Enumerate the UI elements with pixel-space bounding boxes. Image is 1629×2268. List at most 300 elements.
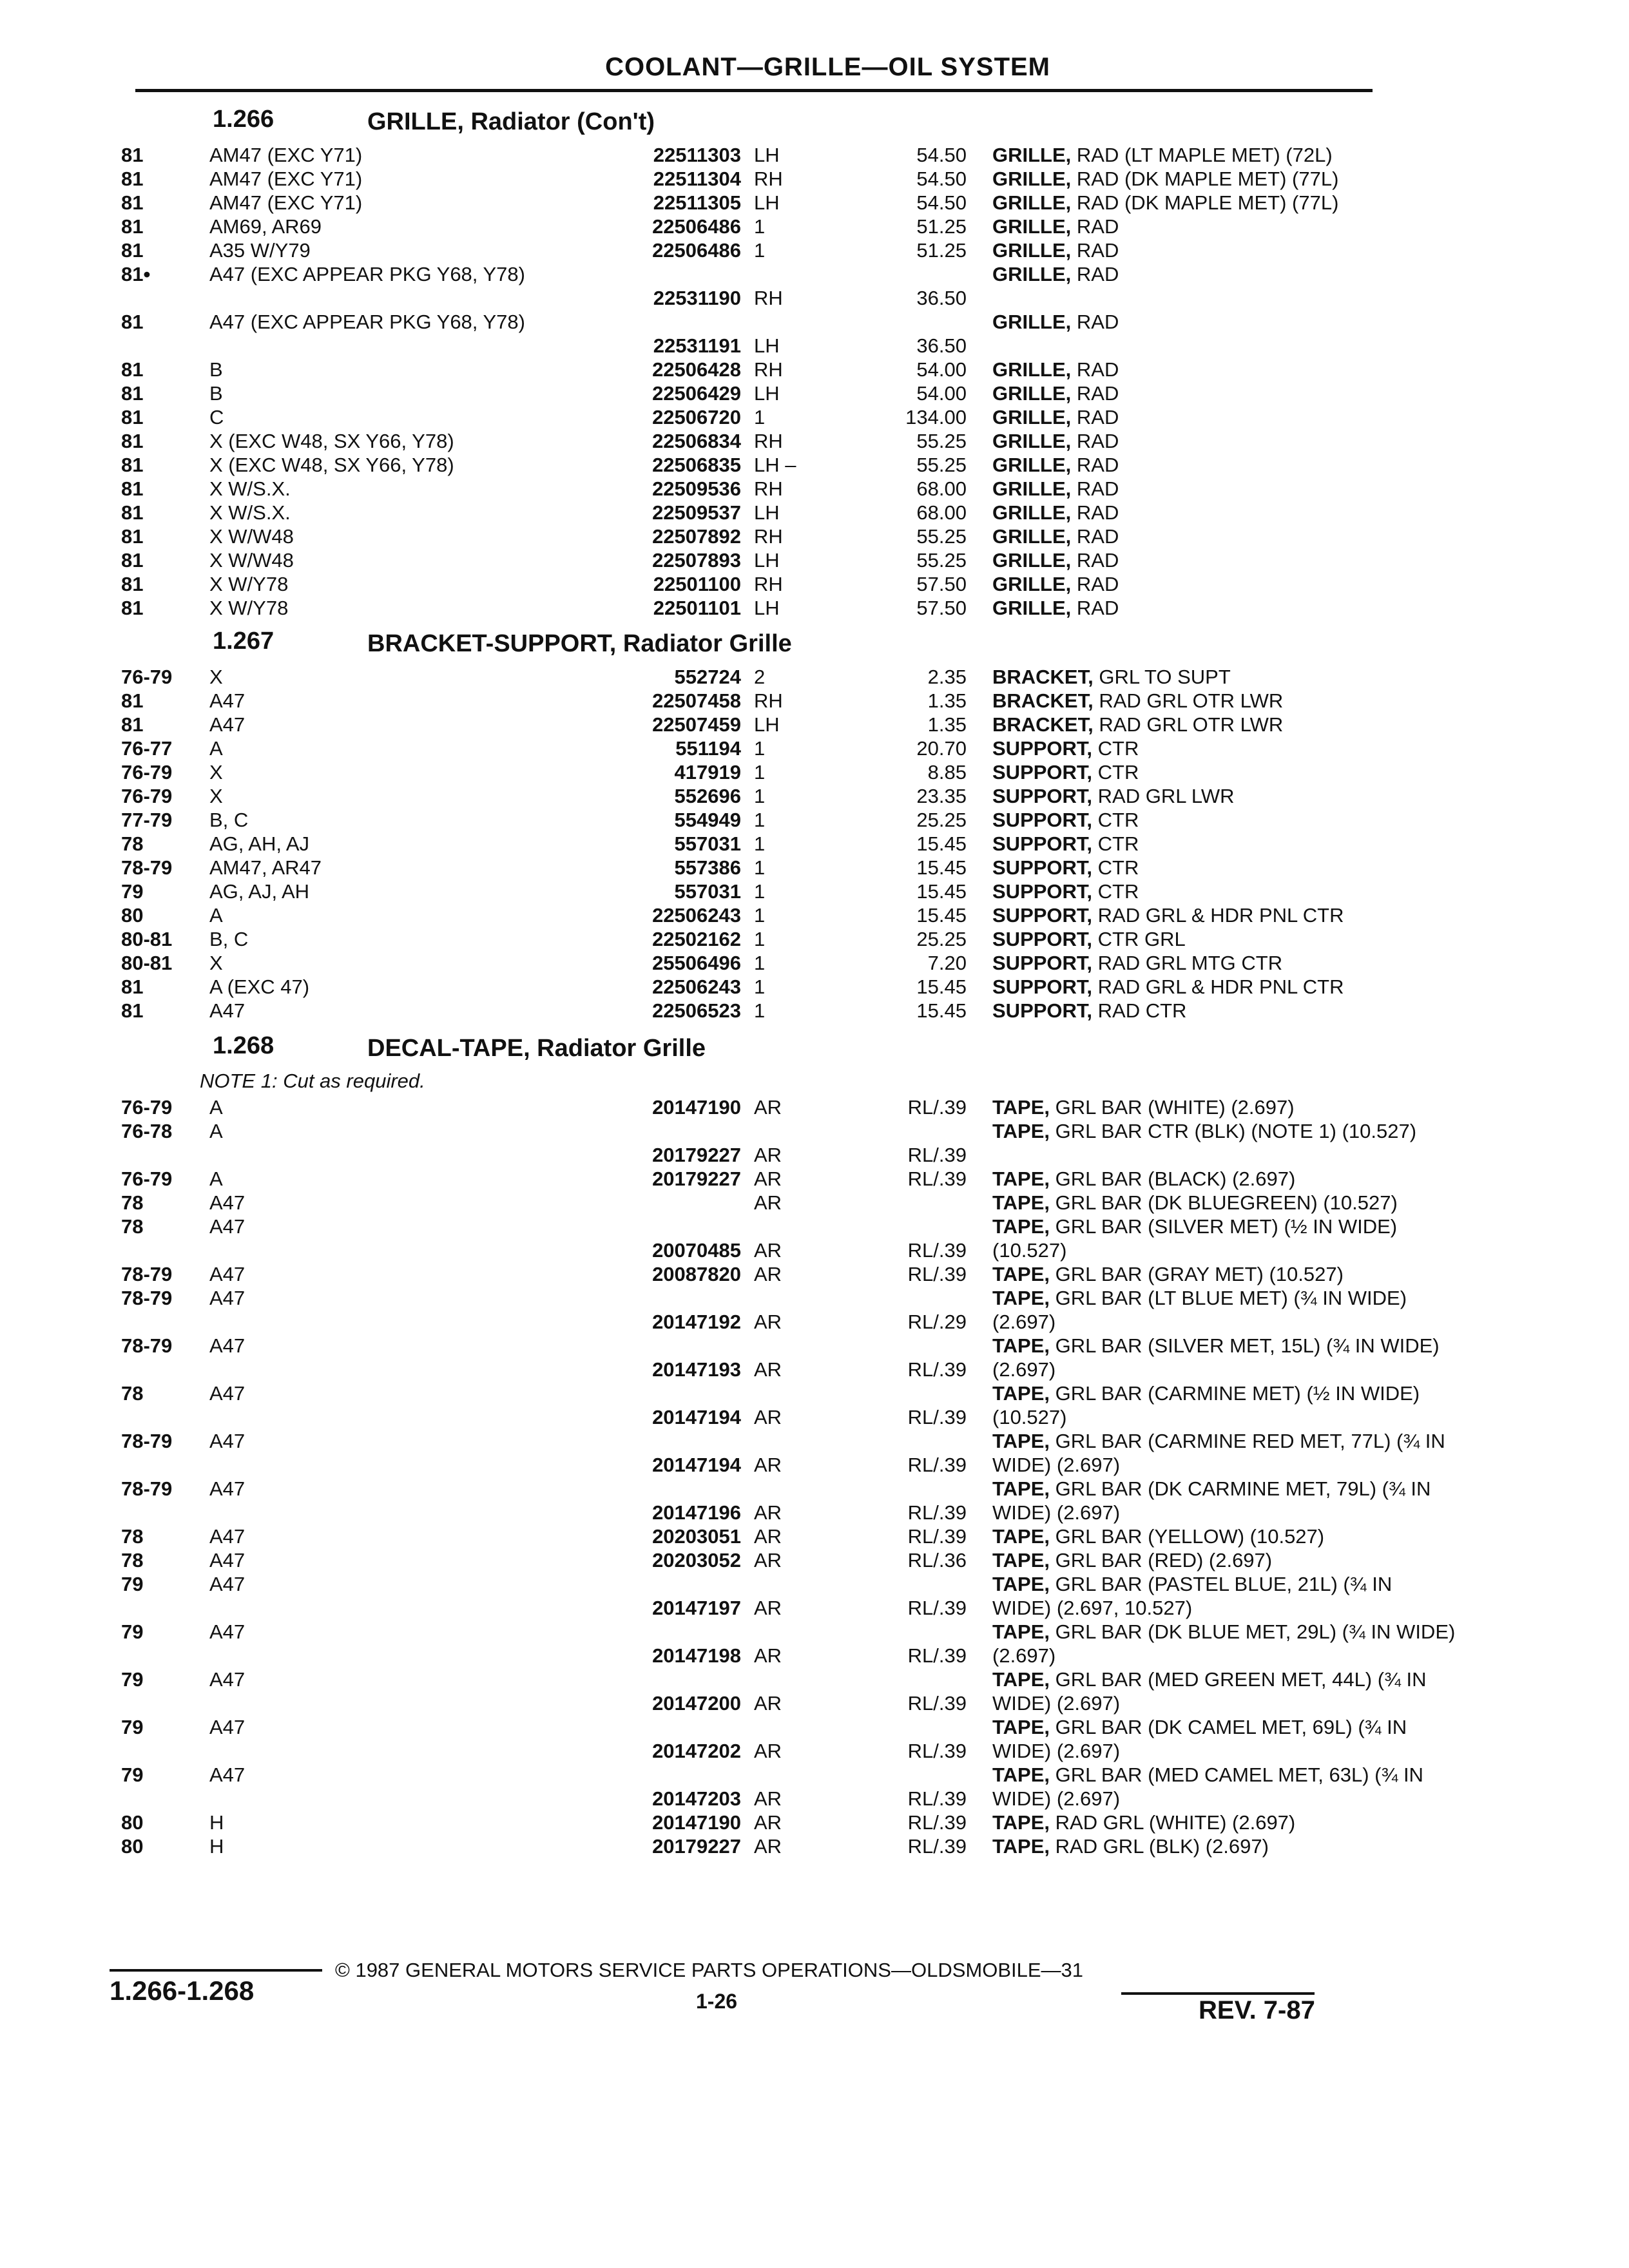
- description-keyword: TAPE,: [992, 1382, 1050, 1405]
- price: RL/.39: [907, 1787, 967, 1810]
- description-text: GRL BAR (WHITE) (2.697): [1055, 1096, 1295, 1119]
- model-code: A: [209, 1168, 223, 1190]
- quantity: AR: [754, 1168, 782, 1190]
- model-code: X W/S.X.: [209, 477, 291, 500]
- table-row: [110, 524, 1373, 548]
- quantity: LH: [754, 501, 780, 524]
- description: [992, 1620, 1456, 1667]
- model-code: B, C: [209, 809, 249, 831]
- table-row: [110, 1381, 1420, 1429]
- price: RL/.39: [907, 1144, 967, 1166]
- table-row: [110, 832, 1373, 856]
- part-number: 22509536: [652, 477, 741, 500]
- description-keyword: TAPE,: [992, 1525, 1050, 1548]
- price: 51.25: [916, 215, 967, 238]
- model-code: A47: [209, 1191, 246, 1214]
- model-code: B: [209, 358, 223, 381]
- description-keyword: GRILLE,: [992, 430, 1072, 452]
- description-keyword: SUPPORT,: [992, 952, 1093, 974]
- table-row: [110, 1763, 1423, 1811]
- table-row: [110, 167, 1373, 191]
- model-year: 79: [121, 1620, 144, 1643]
- price: RL/.39: [907, 1168, 967, 1190]
- description-text: RAD GRL (BLK) (2.697): [1055, 1835, 1269, 1858]
- section-heading: [110, 103, 1373, 143]
- description-text: RAD: [1076, 597, 1119, 619]
- description-keyword: BRACKET,: [992, 713, 1094, 736]
- model-year: 81: [121, 549, 144, 572]
- model-code: X (EXC W48, SX Y66, Y78): [209, 430, 454, 452]
- part-number: 22506428: [652, 358, 741, 381]
- description: [992, 548, 1456, 572]
- model-year: 81: [121, 477, 144, 500]
- part-number: 20147190: [652, 1811, 741, 1834]
- description-text: CTR: [1097, 761, 1139, 783]
- description-text: RAD: [1076, 573, 1119, 595]
- description-text: CTR: [1097, 809, 1139, 831]
- table-row: [110, 453, 1373, 477]
- table-row: [110, 215, 1373, 238]
- model-code: X W/S.X.: [209, 501, 291, 524]
- quantity: AR: [754, 1096, 782, 1119]
- model-year: 78-79: [121, 1334, 173, 1357]
- quantity: AR: [754, 1239, 782, 1262]
- section-title: GRILLE, Radiator (Con't): [367, 108, 655, 135]
- section-1-266: [110, 103, 1373, 620]
- model-year: 76-79: [121, 761, 173, 783]
- description-text: GRL BAR (CARMINE RED MET, 77L) (¾ IN WIDE) (2.697): [992, 1430, 1445, 1476]
- price: RL/.39: [907, 1263, 967, 1285]
- description: [992, 143, 1456, 167]
- part-number: 22507458: [652, 689, 741, 712]
- description: [992, 1715, 1456, 1763]
- page-header: [135, 53, 1373, 91]
- model-code: A (EXC 47): [209, 975, 310, 998]
- price: 68.00: [916, 501, 967, 524]
- description: [992, 999, 1456, 1023]
- model-year: 78-79: [121, 1430, 173, 1452]
- description-text: GRL BAR (YELLOW) (10.527): [1055, 1525, 1325, 1548]
- description-keyword: TAPE,: [992, 1334, 1050, 1357]
- page-number: 1-26: [696, 1990, 738, 2013]
- quantity: 1: [754, 975, 766, 998]
- description-text: GRL BAR CTR (BLK) (NOTE 1) (10.527): [1055, 1120, 1417, 1142]
- model-year: 80: [121, 904, 144, 927]
- description: [992, 191, 1456, 215]
- description-text: RAD: [1076, 525, 1119, 548]
- description-text: RAD (DK MAPLE MET) (77L): [1076, 191, 1339, 214]
- description-keyword: TAPE,: [992, 1620, 1050, 1643]
- description: [992, 808, 1456, 832]
- part-number: 552696: [674, 785, 741, 807]
- section-1-267: [110, 625, 1373, 1023]
- model-code: A47: [209, 1430, 246, 1452]
- quantity: 1: [754, 737, 766, 760]
- description-text: RAD (DK MAPLE MET) (77L): [1076, 168, 1339, 190]
- table-row: [110, 310, 1373, 358]
- table-row: [110, 808, 1373, 832]
- description-text: RAD GRL LWR: [1097, 785, 1235, 807]
- model-year: 81: [121, 525, 144, 548]
- part-number: 22501101: [653, 597, 741, 619]
- price: RL/.39: [907, 1358, 967, 1381]
- price: 36.50: [916, 287, 967, 309]
- description-keyword: SUPPORT,: [992, 975, 1093, 998]
- price: 15.45: [916, 832, 967, 855]
- page-footer: [110, 1959, 1373, 2036]
- description: [992, 1167, 1456, 1191]
- description: [992, 951, 1456, 975]
- description-keyword: TAPE,: [992, 1477, 1050, 1500]
- quantity: AR: [754, 1358, 782, 1381]
- table-row: [110, 1477, 1431, 1524]
- part-number: 20179227: [652, 1168, 741, 1190]
- description-keyword: GRILLE,: [992, 263, 1072, 285]
- table-row: [110, 238, 1373, 262]
- description-keyword: TAPE,: [992, 1120, 1050, 1142]
- price: 57.50: [916, 573, 967, 595]
- description: [992, 713, 1456, 736]
- description-keyword: TAPE,: [992, 1287, 1050, 1309]
- price: 15.45: [916, 999, 967, 1022]
- table-row: [110, 358, 1373, 381]
- part-number: 20147194: [652, 1406, 741, 1428]
- description-text: CTR: [1097, 880, 1139, 903]
- description: [992, 524, 1456, 548]
- price: 36.50: [916, 334, 967, 357]
- model-code: A47: [209, 1215, 246, 1238]
- model-year: 81: [121, 239, 144, 262]
- price: 57.50: [916, 597, 967, 619]
- description-text: RAD GRL OTR LWR: [1099, 689, 1284, 712]
- part-number: 22506523: [652, 999, 741, 1022]
- model-code: X: [209, 952, 223, 974]
- section-number: 1.267: [213, 628, 275, 655]
- model-code: A47: [209, 1334, 246, 1357]
- description-text: RAD: [1076, 549, 1119, 572]
- quantity: AR: [754, 1406, 782, 1428]
- table-row: [110, 1548, 1373, 1572]
- description-keyword: SUPPORT,: [992, 761, 1093, 783]
- model-year: 81: [121, 406, 144, 428]
- table-row: [110, 477, 1373, 501]
- model-code: AG, AJ, AH: [209, 880, 310, 903]
- table-row: [110, 548, 1373, 572]
- model-code: A47: [209, 1549, 246, 1571]
- price: RL/.39: [907, 1501, 967, 1524]
- description-text: CTR: [1097, 832, 1139, 855]
- quantity: LH: [754, 144, 780, 166]
- description: [992, 1381, 1456, 1429]
- quantity: RH: [754, 573, 783, 595]
- quantity: AR: [754, 1454, 782, 1476]
- part-number: 20179227: [652, 1144, 741, 1166]
- part-number: 22531190: [653, 287, 741, 309]
- model-code: A47: [209, 999, 246, 1022]
- model-year: 81: [121, 311, 144, 333]
- description: [992, 736, 1456, 760]
- quantity: 1: [754, 406, 766, 428]
- description-keyword: BRACKET,: [992, 689, 1094, 712]
- description: [992, 1763, 1456, 1811]
- description-text: GRL BAR (GRAY MET) (10.527): [1055, 1263, 1344, 1285]
- part-number: 20147193: [652, 1358, 741, 1381]
- model-year: 81•: [121, 263, 151, 285]
- quantity: 1: [754, 832, 766, 855]
- description-keyword: TAPE,: [992, 1096, 1050, 1119]
- section-number: 1.266: [213, 106, 275, 133]
- table-row: [110, 1215, 1398, 1262]
- description-text: GRL BAR (SILVER MET, 15L) (¾ IN WIDE) (2.697): [992, 1334, 1440, 1381]
- description-keyword: GRILLE,: [992, 191, 1072, 214]
- price: 20.70: [916, 737, 967, 760]
- model-code: A47 (EXC APPEAR PKG Y68, Y78): [209, 263, 525, 285]
- table-row: [110, 1811, 1373, 1834]
- description: [992, 167, 1456, 191]
- description: [992, 903, 1456, 927]
- part-number: 552724: [674, 666, 741, 688]
- description-keyword: SUPPORT,: [992, 737, 1093, 760]
- table-row: [110, 784, 1373, 808]
- model-code: AM69, AR69: [209, 215, 322, 238]
- description-keyword: SUPPORT,: [992, 856, 1093, 879]
- table-row: [110, 879, 1373, 903]
- parts-table: [110, 665, 1373, 1023]
- quantity: 1: [754, 239, 766, 262]
- model-year: 81: [121, 215, 144, 238]
- quantity: 1: [754, 215, 766, 238]
- quantity: AR: [754, 1787, 782, 1810]
- quantity: LH –: [754, 454, 796, 476]
- quantity: LH: [754, 549, 780, 572]
- description-keyword: SUPPORT,: [992, 832, 1093, 855]
- part-number: 22511304: [653, 168, 741, 190]
- description: [992, 1119, 1456, 1143]
- description: [992, 1262, 1456, 1286]
- description-keyword: TAPE,: [992, 1668, 1050, 1691]
- model-code: X (EXC W48, SX Y66, Y78): [209, 454, 454, 476]
- quantity: 1: [754, 880, 766, 903]
- quantity: 1: [754, 856, 766, 879]
- description-keyword: GRILLE,: [992, 501, 1072, 524]
- table-row: [110, 1191, 1398, 1215]
- section-number: 1.268: [213, 1032, 275, 1059]
- model-year: 76-79: [121, 785, 173, 807]
- description-text: GRL BAR (SILVER MET) (½ IN WIDE) (10.527): [992, 1215, 1398, 1262]
- section-1-268: [110, 1030, 1456, 1858]
- description: [992, 927, 1456, 951]
- description-text: RAD GRL & HDR PNL CTR: [1097, 904, 1344, 927]
- description: [992, 784, 1456, 808]
- table-row: [110, 903, 1373, 927]
- price: 55.25: [916, 525, 967, 548]
- part-number: 20070485: [652, 1239, 741, 1262]
- description-text: GRL BAR (DK CAMEL MET, 69L) (¾ IN WIDE) (2.697): [992, 1716, 1407, 1762]
- description-keyword: GRILLE,: [992, 597, 1072, 619]
- table-row: [110, 999, 1373, 1023]
- description-keyword: GRILLE,: [992, 311, 1072, 333]
- description: [992, 238, 1456, 262]
- description: [992, 1334, 1456, 1381]
- description: [992, 262, 1456, 286]
- quantity: AR: [754, 1263, 782, 1285]
- description-keyword: GRILLE,: [992, 144, 1072, 166]
- description-keyword: TAPE,: [992, 1191, 1050, 1214]
- part-number: 557031: [674, 880, 741, 903]
- description: [992, 1548, 1456, 1572]
- table-row: [110, 1667, 1427, 1715]
- model-code: AM47, AR47: [209, 856, 322, 879]
- quantity: 2: [754, 666, 766, 688]
- table-row: [110, 429, 1373, 453]
- quantity: AR: [754, 1597, 782, 1619]
- model-year: 76-79: [121, 1096, 173, 1119]
- table-row: [110, 1572, 1393, 1620]
- model-code: X: [209, 761, 223, 783]
- model-code: AM47 (EXC Y71): [209, 168, 363, 190]
- model-year: 81: [121, 713, 144, 736]
- model-year: 81: [121, 358, 144, 381]
- quantity: 1: [754, 809, 766, 831]
- model-code: X W/Y78: [209, 597, 289, 619]
- part-number: 20203052: [652, 1549, 741, 1571]
- model-code: C: [209, 406, 224, 428]
- price: 15.45: [916, 856, 967, 879]
- part-number: 22507892: [652, 525, 741, 548]
- footer-rule: [1121, 1992, 1315, 1995]
- model-year: 81: [121, 191, 144, 214]
- model-code: X W/Y78: [209, 573, 289, 595]
- model-code: A: [209, 737, 223, 760]
- price: 54.50: [916, 191, 967, 214]
- quantity: 1: [754, 999, 766, 1022]
- description: [992, 1215, 1456, 1262]
- model-year: 76-79: [121, 666, 173, 688]
- description: [992, 1429, 1456, 1477]
- description-keyword: TAPE,: [992, 1549, 1050, 1571]
- quantity: LH: [754, 191, 780, 214]
- price: RL/.39: [907, 1740, 967, 1762]
- quantity: 1: [754, 904, 766, 927]
- price: 2.35: [927, 666, 967, 688]
- description-keyword: TAPE,: [992, 1811, 1050, 1834]
- model-year: 79: [121, 1668, 144, 1691]
- model-year: 76-77: [121, 737, 173, 760]
- price: 134.00: [905, 406, 967, 428]
- quantity: AR: [754, 1144, 782, 1166]
- model-code: B, C: [209, 928, 249, 950]
- description: [992, 760, 1456, 784]
- section-title: BRACKET-SUPPORT, Radiator Grille: [367, 630, 792, 657]
- model-year: 78-79: [121, 1263, 173, 1285]
- table-row: [110, 1524, 1373, 1548]
- description: [992, 215, 1456, 238]
- price: 15.45: [916, 880, 967, 903]
- description: [992, 310, 1456, 334]
- model-code: A47 (EXC APPEAR PKG Y68, Y78): [209, 311, 525, 333]
- quantity: RH: [754, 287, 783, 309]
- part-number: 22506486: [652, 215, 741, 238]
- model-code: A47: [209, 1573, 246, 1595]
- description: [992, 689, 1456, 713]
- part-number: 22502162: [652, 928, 741, 950]
- description-keyword: TAPE,: [992, 1835, 1050, 1858]
- description-keyword: GRILLE,: [992, 477, 1072, 500]
- part-number: 22507459: [652, 713, 741, 736]
- model-year: 80: [121, 1811, 144, 1834]
- part-number: 22506720: [652, 406, 741, 428]
- description-keyword: GRILLE,: [992, 406, 1072, 428]
- description: [992, 665, 1456, 689]
- model-code: A47: [209, 1668, 246, 1691]
- model-year: 81: [121, 975, 144, 998]
- description-text: RAD: [1076, 263, 1119, 285]
- quantity: AR: [754, 1501, 782, 1524]
- description-keyword: SUPPORT,: [992, 785, 1093, 807]
- description-text: RAD GRL (WHITE) (2.697): [1055, 1811, 1296, 1834]
- price: 7.20: [927, 952, 967, 974]
- description-keyword: TAPE,: [992, 1763, 1050, 1786]
- quantity: LH: [754, 334, 780, 357]
- part-number: 22506835: [652, 454, 741, 476]
- description: [992, 856, 1456, 879]
- part-number: 22506834: [652, 430, 741, 452]
- table-row: [110, 736, 1373, 760]
- part-number: 22531191: [653, 334, 741, 357]
- description: [992, 1191, 1456, 1215]
- model-code: A47: [209, 1477, 246, 1500]
- model-code: A47: [209, 713, 246, 736]
- model-year: 80-81: [121, 952, 173, 974]
- table-row: [110, 143, 1373, 167]
- model-year: 81: [121, 689, 144, 712]
- model-code: A47: [209, 1525, 246, 1548]
- description: [992, 832, 1456, 856]
- model-year: 78-79: [121, 856, 173, 879]
- table-row: [110, 1715, 1407, 1763]
- price: 54.50: [916, 168, 967, 190]
- model-code: AM47 (EXC Y71): [209, 144, 363, 166]
- part-number: 25506496: [652, 952, 741, 974]
- quantity: AR: [754, 1692, 782, 1715]
- table-row: [110, 1429, 1445, 1477]
- description-text: CTR: [1097, 856, 1139, 879]
- description-keyword: TAPE,: [992, 1168, 1050, 1190]
- model-code: A47: [209, 1620, 246, 1643]
- description-text: GRL BAR (DK BLUE MET, 29L) (¾ IN WIDE) (2.697): [992, 1620, 1456, 1667]
- quantity: LH: [754, 382, 780, 405]
- description-keyword: GRILLE,: [992, 239, 1072, 262]
- price: 1.35: [927, 689, 967, 712]
- description-text: GRL BAR (MED CAMEL MET, 63L) (¾ IN WIDE) (2.697): [992, 1763, 1423, 1810]
- description-text: RAD CTR: [1097, 999, 1187, 1022]
- price: 1.35: [927, 713, 967, 736]
- model-year: 78: [121, 1549, 144, 1571]
- part-number: 22506243: [652, 975, 741, 998]
- description-text: RAD: [1076, 501, 1119, 524]
- model-code: H: [209, 1811, 224, 1834]
- description-keyword: GRILLE,: [992, 525, 1072, 548]
- table-row: [110, 951, 1373, 975]
- header-rule: [135, 89, 1373, 92]
- section-range: 1.266-1.268: [110, 1975, 255, 2006]
- description-keyword: TAPE,: [992, 1263, 1050, 1285]
- description-keyword: BRACKET,: [992, 666, 1094, 688]
- description-text: RAD: [1076, 477, 1119, 500]
- description-keyword: GRILLE,: [992, 215, 1072, 238]
- price: RL/.39: [907, 1597, 967, 1619]
- model-year: 78: [121, 1191, 144, 1214]
